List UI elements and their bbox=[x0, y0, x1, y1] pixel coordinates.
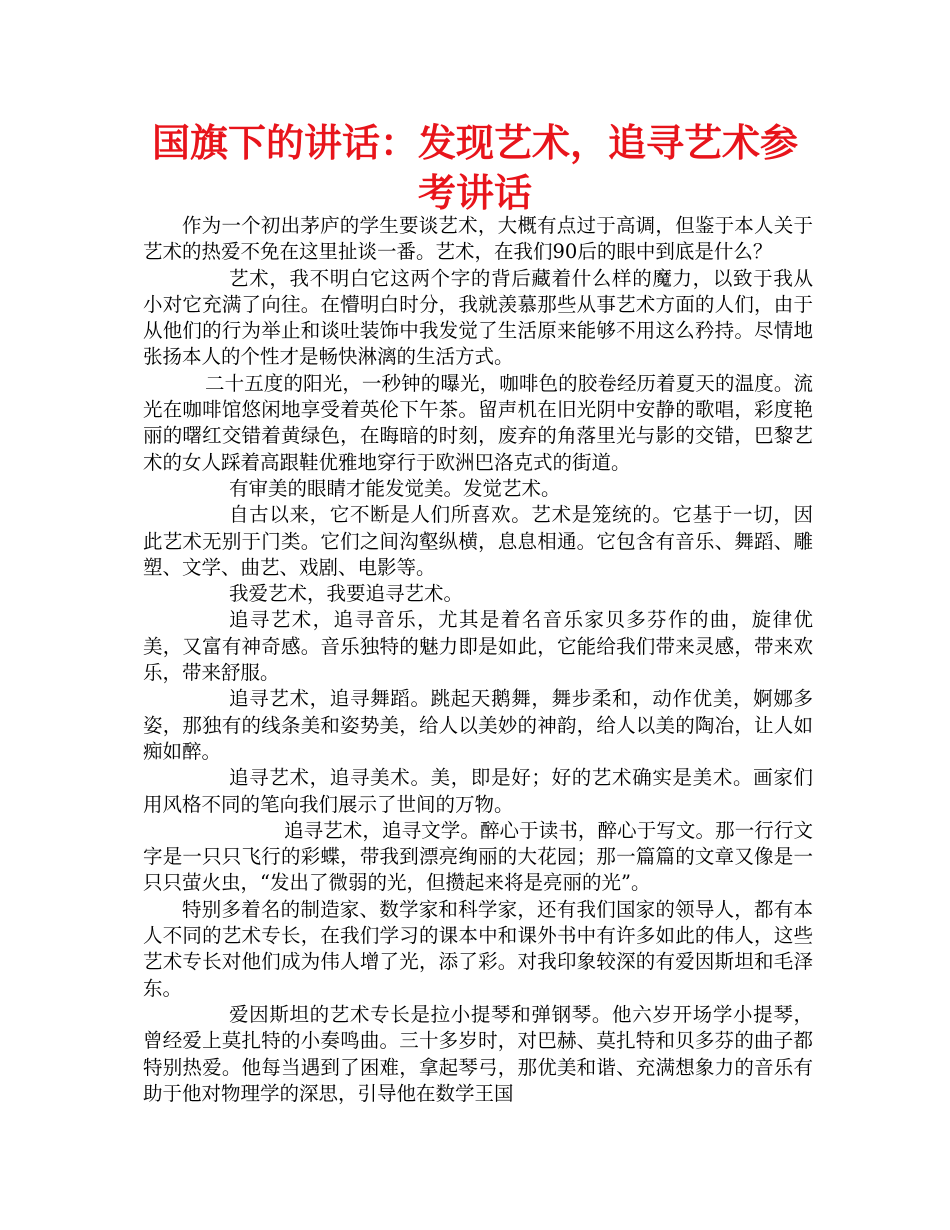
paragraph: 二十五度的阳光，一秒钟的曝光，咖啡色的胶卷经历着夏天的温度。流光在咖啡馆悠闲地享受着英伦下午茶。留声机在旧光阴中安静的歌唱，彩度艳丽的曙红交错着黄绿色，在晦暗的时刻，废弃的角落里光与影的交错，巴黎艺术的女人踩着高跟鞋优雅地穿行于欧洲巴洛克式的街道。 bbox=[143, 371, 813, 474]
paragraph: 爱因斯坦的艺术专长是拉小提琴和弹钢琴。他六岁开场学小提琴，曾经爱上莫扎特的小奏鸣曲。三十多岁时，对巴赫、莫扎特和贝多芬的曲子都特别热爱。他每当遇到了困难，拿起琴弓，那优美和谐、充满想象力的音乐有助于他对物理学的深思，引导他在数学王国 bbox=[143, 1002, 813, 1105]
paragraph: 追寻艺术，追寻音乐，尤其是着名音乐家贝多芬作的曲，旋律优美，又富有神奇感。音乐独特的魅力即是如此，它能给我们带来灵感，带来欢乐，带来舒服。 bbox=[143, 608, 813, 685]
document-title: 国旗下的讲话：发现艺术，追寻艺术参考讲话 bbox=[151, 121, 798, 215]
paragraph: 作为一个初出茅庐的学生要谈艺术，大概有点过于高调，但鉴于本人关于艺术的热爱不免在这里扯谈一番。艺术，在我们90后的眼中到底是什么？ bbox=[143, 214, 813, 264]
paragraph: 艺术，我不明白它这两个字的背后藏着什么样的魔力，以致于我从小对它充满了向往。在懵明白时分，我就羡慕那些从事艺术方面的人们，由于从他们的行为举止和谈吐装饰中我发觉了生活原来能够不用这么矜持。尽情地张扬本人的个性才是畅快淋漓的生活方式。 bbox=[143, 266, 813, 369]
paragraph: 有审美的眼睛才能发觉美。发觉艺术。 bbox=[229, 476, 561, 500]
paragraph: 追寻艺术，追寻文学。醉心于读书，醉心于写文。那一行行文字是一只只飞行的彩蝶，带我到漂亮绚丽的大花园；那一篇篇的文章又像是一只只萤火虫，“发出了微弱的光，但攒起来将是亮丽的光”。 bbox=[143, 818, 813, 895]
paragraph: 追寻艺术，追寻美术。美，即是好；好的艺术确实是美术。画家们用风格不同的笔向我们展示了世间的万物。 bbox=[143, 766, 813, 816]
document-body bbox=[143, 213, 813, 1107]
paragraph: 追寻艺术，追寻舞蹈。跳起天鹅舞，舞步柔和，动作优美，婀娜多姿，那独有的线条美和姿势美，给人以美妙的神韵，给人以美的陶冶，让人如痴如醉。 bbox=[143, 687, 813, 763]
paragraph: 特别多着名的制造家、数学家和科学家，还有我们国家的领导人，都有本人不同的艺术专长，在我们学习的课本中和课外书中有许多如此的伟人，这些艺术专长对他们成为伟人增了光，添了彩。对我印象较深的有爱因斯坦和毛泽东。 bbox=[143, 897, 813, 1000]
paragraph: 自古以来，它不断是人们所喜欢。艺术是笼统的。它基于一切，因此艺术无别于门类。它们之间沟壑纵横，息息相通。它包含有音乐、舞蹈、雕塑、文学、曲艺、戏剧、电影等。 bbox=[143, 503, 813, 579]
paragraph: 我爱艺术，我要追寻艺术。 bbox=[229, 582, 464, 606]
